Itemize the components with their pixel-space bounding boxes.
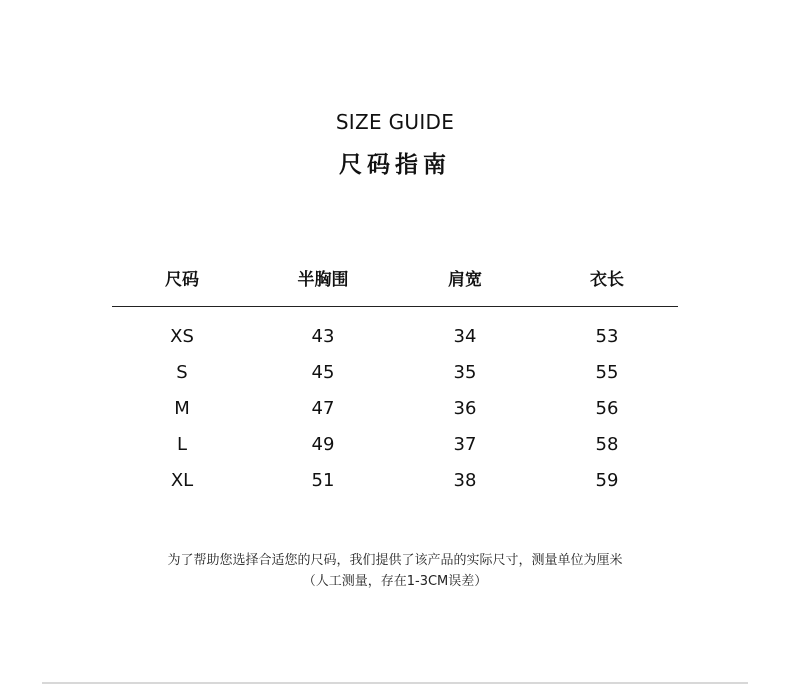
size-table [112, 262, 678, 499]
size-guide-title-zh: 尺码指南 [339, 152, 451, 178]
measurement-note: 为了帮助您选择合适您的尺码，我们提供了该产品的实际尺寸，测量单位为厘米 [167, 553, 623, 568]
half-chest-cell: 45 [311, 362, 335, 383]
measurement-error-note: （人工测量，存在1-3CM误差） [302, 574, 488, 589]
size-guide-title: SIZE GUIDE [335, 110, 455, 134]
table-row [112, 319, 678, 355]
table-row [112, 355, 678, 391]
half-chest-cell: 49 [311, 434, 335, 455]
half-chest-cell: 51 [311, 470, 335, 491]
half-chest-cell: 43 [311, 326, 335, 347]
shoulder-cell: 34 [453, 326, 477, 347]
table-row [112, 427, 678, 463]
table-header-divider [112, 306, 678, 307]
half-chest-cell: 47 [311, 398, 335, 419]
size-cell: S [176, 362, 188, 383]
column-header-size: 尺码 [165, 270, 199, 290]
column-header-shoulder: 肩宽 [448, 270, 482, 290]
shoulder-cell: 38 [453, 470, 477, 491]
size-cell: XS [170, 326, 194, 347]
length-cell: 55 [595, 362, 619, 383]
column-header-length: 衣长 [590, 270, 624, 290]
length-cell: 58 [595, 434, 619, 455]
size-cell: L [176, 434, 188, 455]
length-cell: 53 [595, 326, 619, 347]
table-row [112, 391, 678, 427]
shoulder-cell: 37 [453, 434, 477, 455]
table-row [112, 463, 678, 499]
size-cell: M [174, 398, 190, 419]
shoulder-cell: 36 [453, 398, 477, 419]
shoulder-cell: 35 [453, 362, 477, 383]
table-header-row [112, 262, 678, 298]
size-cell: XL [170, 470, 194, 491]
column-header-half-chest: 半胸围 [297, 270, 349, 290]
length-cell: 59 [595, 470, 619, 491]
length-cell: 56 [595, 398, 619, 419]
